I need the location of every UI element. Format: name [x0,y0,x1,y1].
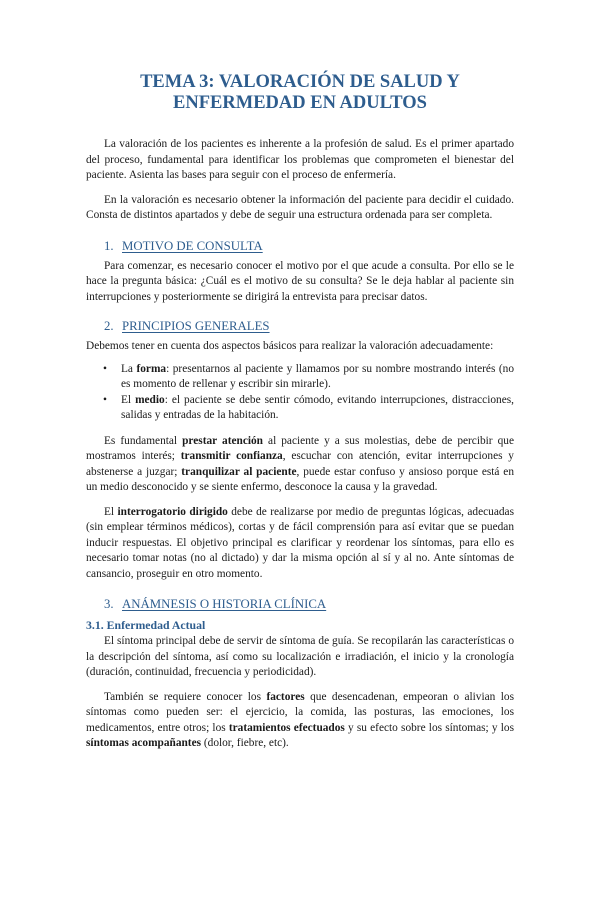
list-item [86,393,514,424]
section-2-heading [86,318,514,334]
bullet-text: El [121,393,136,406]
bullet-keyword-forma: forma [136,362,167,375]
section-2-paragraph-1: Es fundamental prestar atención al paciente y a sus molestias, debe de percibir que mostramos interés; transmitir confianza, escuchar con atención, evitar interrupciones y abstenerse a juzgar; tranquilizar al paciente, puede estar confuso y ansioso porque está en un medio desconocido y se siente enfermo, desconoce la causa y la gravedad. [86,434,515,493]
document-page [0,72,600,920]
principles-list [86,362,514,424]
keyword-tratamientos: tratamientos efectuados [228,721,345,734]
section-2-title: PRINCIPIOS GENERALES [122,319,270,333]
keyword-tranquilizar: tranquilizar al paciente [181,465,297,478]
section-1-paragraph: Para comenzar, es necesario conocer el motivo por el que acude a consulta. Por ello se le hace la pregunta básica: ¿Cuál es el motivo de su consulta? Se le deja hablar al paciente sin interrupciones y posteriormente se dirigirá la entrevista para precisar datos. [86,259,514,303]
keyword-transmitir-confianza: transmitir confianza [180,450,283,462]
section-2-number: 2. [104,319,114,333]
bullet-keyword-medio: medio [135,393,165,406]
subsection-3-1-heading: 3.1. Enfermedad Actual [86,618,206,632]
list-item [86,362,514,393]
section-2-lead: Debemos tener en cuenta dos aspectos básicos para realizar la valoración adecuadamente: [86,340,494,352]
section-2-paragraph-2: El interrogatorio dirigido debe de realizarse por medio de preguntas lógicas, adecuadas (sin emplear términos médicos), cortas y de fácil comprensión para así evitar que se puedan inducir respuestas. El objetivo principal es clarificar y reordenar los síntomas, para ello es necesario tomar notas (no al dictado) y dar la misma opción al sí y al no. Ante síntomas de cansancio, proseguir en otro momento. [86,505,514,580]
section-1-number: 1. [104,238,114,253]
intro-paragraph-2: En la valoración es necesario obtener la información del paciente para decidir el cuidado. Consta de distintos apartados y debe de seguir una estructura ordenada para ser completa. [86,193,514,221]
keyword-prestar-atencion: prestar atención [182,434,263,447]
intro-paragraph-1: La valoración de los pacientes es inherente a la profesión de salud. Es el primer apartado del proceso, fundamental para identificar los problemas que comprometen el bienestar del paciente. Asienta las bases para seguir con el proceso de enfermería. [86,138,514,181]
section-3-heading [86,596,514,612]
section-1-heading [86,238,514,254]
keyword-factores: factores [266,690,305,703]
section-3-paragraph-2: También se requiere conocer los factores que desencadenan, empeoran o alivian los síntomas como pueden ser: el ejercicio, la comida, las posturas, las emociones, los medicamentos, entre otros; los tratamientos efectuados y su efecto sobre los síntomas; y los síntomas acompañantes (dolor, fiebre, etc). [86,690,514,749]
bullet-text: La [121,362,137,375]
section-3-title: ANÁMNESIS O HISTORIA CLÍNICA [122,597,327,611]
bullet-text: : el paciente se debe sentir cómodo, evitando interrupciones, distracciones, salidas y entradas de la habitación. [121,393,515,421]
keyword-sintomas-acompanantes: síntomas acompañantes [86,737,202,749]
section-3-paragraph-1: El síntoma principal debe de servir de síntoma de guía. Se recopilarán las características o la descripción del síntoma, así como su localización e irradiación, el inicio y la cronología (duración, continuidad, frecuencia y periodicidad). [86,635,514,678]
page-title: TEMA 3: VALORACIÓN DE SALUD Y ENFERMEDAD EN ADULTOS [140,72,460,113]
bullet-icon: • [103,393,107,406]
bullet-icon: • [103,362,107,375]
keyword-interrogatorio: interrogatorio dirigido [117,505,228,518]
section-3-number: 3. [104,597,114,611]
bullet-text: : presentarnos al paciente y llamamos por su nombre mostrando interés (no es momento de rellenar y escribir sin mirarle). [121,362,514,390]
section-1-title: MOTIVO DE CONSULTA [122,238,263,253]
